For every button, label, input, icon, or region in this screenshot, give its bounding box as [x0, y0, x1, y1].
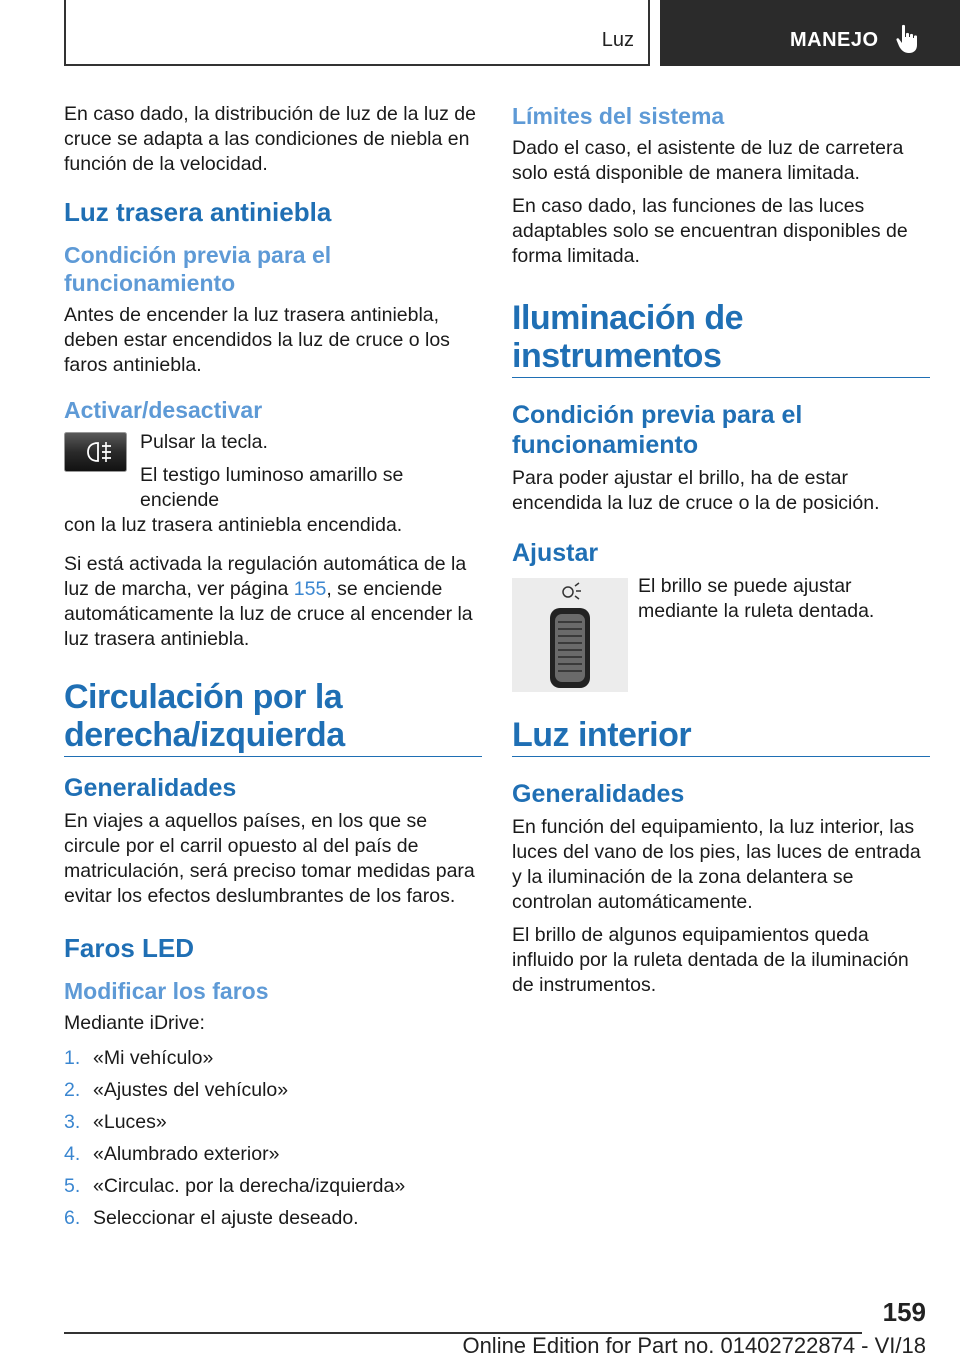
pointing-hand-icon — [896, 24, 922, 54]
instr-precondition-heading: Condición previa para el funcionamiento — [512, 401, 803, 459]
precondition-paragraph: Antes de encender la luz trasera antiniebla, deben estar encendidos la luz de cruce o los faros antiniebla. — [64, 304, 450, 376]
page-link-155[interactable]: 155 — [293, 578, 327, 600]
header-chapter-tab[interactable] — [660, 0, 960, 66]
adjust-paragraph: El brillo se puede ajustar mediante la ruleta dentada. — [638, 575, 875, 622]
activate-heading: Activar/desactivar — [64, 397, 263, 423]
edition-footer: Online Edition for Part no. 01402722874 - VI/18 — [462, 1333, 926, 1358]
list-item: 1. «Mi vehículo» — [64, 1047, 214, 1069]
general-paragraph: En viajes a aquellos países, en los que se circule por el carril opuesto al del país de matriculación, será preciso tomar medidas para evitar los efectos deslumbrantes de los faros. — [64, 810, 475, 907]
indicator-text-rest: con la luz trasera antiniebla encendida. — [64, 514, 403, 536]
instrument-lighting-heading: Iluminación de instrumentos — [512, 299, 930, 378]
precondition-heading: Condición previa para el funcionamiento — [64, 242, 332, 296]
instr-precondition-paragraph: Para poder ajustar el brillo, ha de estar encendida la luz de cruce o la de posición. — [512, 467, 880, 514]
led-heading: Faros LED — [64, 933, 195, 963]
general-heading: Generalidades — [64, 774, 237, 802]
chapter-title: MANEJO — [790, 29, 879, 51]
interior-light-heading: Luz interior — [512, 716, 930, 757]
interior-paragraph-1: En función del equipamiento, la luz interior, las luces del vano de los pies, las luces de entrada y la iluminación de la zona delantera se controlan automáticamente. — [512, 816, 921, 913]
limits-heading: Límites del sistema — [512, 103, 725, 129]
left-column — [64, 102, 482, 1238]
adjust-heading: Ajustar — [512, 539, 599, 567]
auto-text-part2: , se enciende automáticamente la luz de cruce al encender la luz trasera antiniebla. — [64, 578, 473, 650]
right-column — [512, 102, 930, 1006]
thumbwheel-row — [512, 574, 930, 702]
intro-paragraph: En caso dado, la distribución de luz de la luz de cruce se adapta a las condiciones de niebla en función de la velocidad. — [64, 103, 476, 175]
rear-fog-light-key-icon — [64, 432, 127, 472]
press-key-text: Pulsar la tecla. — [140, 431, 268, 453]
page-number: 159 — [882, 1297, 926, 1327]
modify-heading: Modificar los faros — [64, 978, 269, 1004]
rear-fog-key-row — [64, 430, 482, 538]
list-item: 3. «Luces» — [64, 1111, 167, 1133]
header-section-box — [64, 0, 650, 66]
limits-paragraph-2: En caso dado, las funciones de las luces adaptables solo se encuentran disponibles de forma limitada. — [512, 195, 908, 267]
list-item: 4. «Alumbrado exterior» — [64, 1143, 280, 1165]
limits-paragraph-1: Dado el caso, el asistente de luz de carretera solo está disponible de manera limitada. — [512, 137, 904, 184]
list-item: 2. «Ajustes del vehículo» — [64, 1079, 289, 1101]
auto-text-part1: Si está activada la regulación automática de la luz de marcha, ver página — [64, 553, 467, 600]
thumbwheel-icon — [512, 578, 628, 692]
rear-fog-heading: Luz trasera antiniebla — [64, 197, 332, 227]
list-item: 5. «Circulac. por la derecha/izquierda» — [64, 1175, 406, 1197]
interior-paragraph-2: El brillo de algunos equipamientos queda influido por la ruleta dentada de la iluminación de instrumentos. — [512, 924, 909, 996]
section-title: Luz — [601, 29, 634, 51]
idrive-text: Mediante iDrive: — [64, 1012, 205, 1034]
traffic-side-heading: Circulación por la derecha/izquierda — [64, 678, 482, 757]
list-item: 6. Seleccionar el ajuste deseado. — [64, 1207, 359, 1229]
interior-general-heading: Generalidades — [512, 780, 685, 808]
steps-list — [64, 1046, 482, 1231]
auto-light-paragraph — [64, 552, 482, 652]
indicator-text-first: El testigo luminoso amarillo se enciende — [140, 464, 404, 511]
